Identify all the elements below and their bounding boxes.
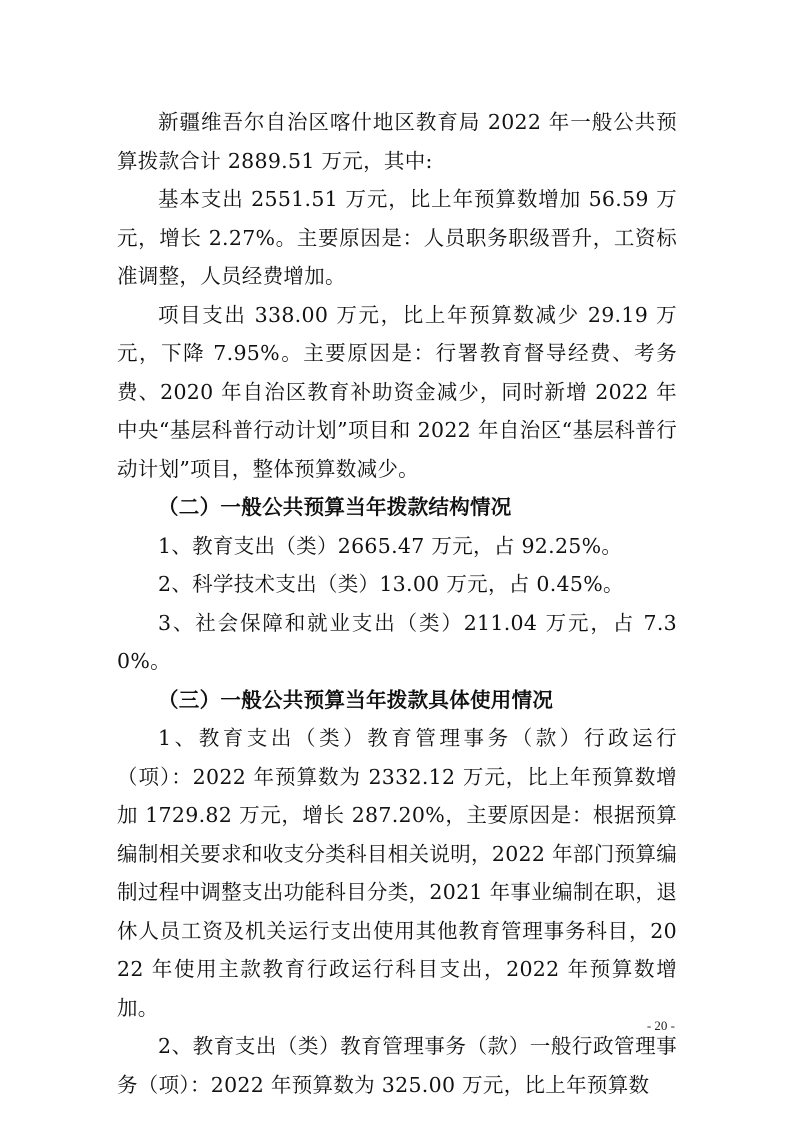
para-project-expenditure: 项目支出 338.00 万元，比上年预算数减少 29.19 万元，下降 7.95%。主要原因是：行署教育督导经费、考务费、2020 年自治区教育补助资金减少，同时新增 2022 年中央“基层科普行动计划”项目和 2022 年自治区“基层科普行动计划”项目，整体预算数减少。 xyxy=(117,302,677,481)
para-structure-item-2: 2、科学技术支出（类）13.00 万元，占 0.45%。 xyxy=(158,572,624,596)
para-usage-item-2: 2、教育支出（类）教育管理事务（款）一般行政管理事务（项）：2022 年预算数为 325.00 万元，比上年预算数 xyxy=(117,1034,677,1097)
para-total-budget: 新疆维吾尔自治区喀什地区教育局 2022 年一般公共预算拨款合计 2889.51 万元，其中: xyxy=(117,110,677,173)
para-basic-expenditure: 基本支出 2551.51 万元，比上年预算数增加 56.59 万元，增长 2.27%。主要原因是：人员职务职级晋升，工资标准调整，人员经费增加。 xyxy=(117,187,677,288)
heading-usage: （三）一般公共预算当年拨款具体使用情况 xyxy=(158,687,554,712)
document-body xyxy=(117,103,677,1104)
para-structure-item-3: 3、社会保障和就业支出（类）211.04 万元，占 7.30%。 xyxy=(117,610,677,673)
page-number: - 20 - xyxy=(646,1018,675,1033)
para-structure-item-1: 1、教育支出（类）2665.47 万元，占 92.25%。 xyxy=(158,533,623,558)
para-usage-item-1: 1、教育支出（类）教育管理事务（款）行政运行（项）：2022 年预算数为 2332.12 万元，比上年预算数增加 1729.82 万元，增长 287.20%，主要原因是：根据预算编制相关要求和收支分类科目相关说明，2022 年部门预算编制过程中调整支出功能科目分类，2021 年事业编制在职，退休人员工资及机关运行支出使用其他教育管理事务科目，2022 年使用主款教育行政运行科目支出，2022 年预算数增加。 xyxy=(117,726,677,1020)
heading-structure: （二）一般公共预算当年拨款结构情况 xyxy=(158,495,512,519)
